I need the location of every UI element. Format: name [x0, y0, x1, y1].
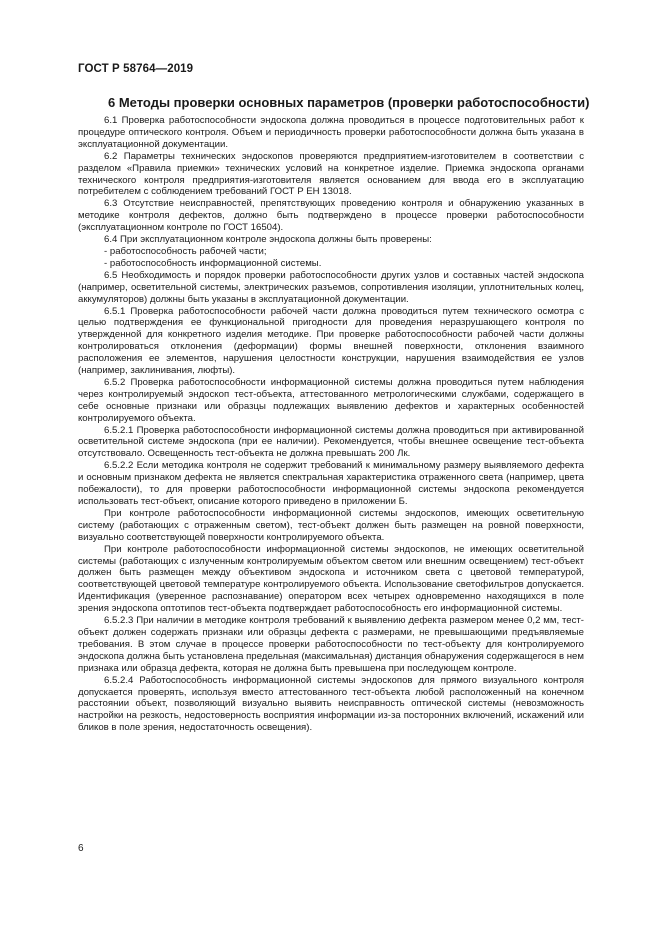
paragraph-6-5-2-3: 6.5.2.3 При наличии в методике контроля требований к выявлению дефекта размером менее 0,2 мм, тест-объект должен содержать признаки или образцы дефекта с размерами, не превышающими предъявляемые требования. В этом случае в процессе проверки работоспособности по тест-объекту для контролируемого эндоскопа должна быть установлена предельная (максимальная) дистанция обнаружения содержащегося в нем признака или образца дефекта, которая не должна быть превышена при последующем контроле. [78, 615, 584, 674]
paragraph-6-4: 6.4 При эксплуатационном контроле эндоскопа должны быть проверены: [104, 234, 432, 246]
paragraph-6-5-2-2: 6.5.2.2 Если методика контроля не содержит требований к минимальному размеру выявляемого дефекта и основным признаком дефекта не является спектральная характеристика отраженного света (например, цвета побежалости), то для проверки работоспособности информационной системы эндоскопа рекомендуется использовать тест-объект, описание которого приведено в приложении Б. [78, 460, 584, 507]
paragraph-reflected-light: При контроле работоспособности информационной системы эндоскопов, имеющих осветительную систему (работающих с отраженным светом), тест-объект должен быть размещен на ровной поверхности, визуально соответствующей поверхности контролируемого объекта. [78, 507, 584, 543]
document-standard-id: ГОСТ Р 58764—2019 [78, 63, 194, 75]
paragraph-6-3: 6.3 Отсутствие неисправностей, препятствующих проведению контроля и обнаружению указанных в методике контроля дефектов, должно быть подтверждено в процессе проверки работоспособности (эксплуатационном контроле по ГОСТ 16504). [78, 198, 584, 234]
list-item: - работоспособность информационной системы. [104, 257, 322, 269]
paragraph-6-5-2-4: 6.5.2.4 Работоспособность информационной системы эндоскопов для прямого визуального контроля допускается проверять, используя вместо аттестованного тест-объекта любой расположенный на конечном расстоянии объект, позволяющий визуально выявить неисправность оптической системы (невозможность настройки на резкость, недостоверность восприятия информации из-за посторонних включений, искажений или бликов в поле зрения, недостаточность освещения). [78, 674, 584, 734]
paragraph-6-1: 6.1 Проверка работоспособности эндоскопа должна проводиться в процессе подготовительных работ к процедуре оптического контроля. Объем и периодичность проверки работоспособности должна быть указана в эксплуатационной документации. [78, 115, 584, 150]
paragraph-6-5-2-1: 6.5.2.1 Проверка работоспособности информационной системы должна проводиться при активированной осветительной системе эндоскопа (при ее наличии). Рекомендуется, чтобы внешнее освещение тест-объекта отсутствовало. Освещенность тест-объекта не должна превышать 200 Лк. [78, 424, 584, 460]
list-item: - работоспособность рабочей части; [104, 245, 267, 257]
page-number: 6 [78, 843, 84, 854]
paragraph-6-5: 6.5 Необходимость и порядок проверки работоспособности других узлов и составных частей эндоскопа (например, осветительной системы, электрических разъемов, сопротивления изоляции, уплотнительных колец, аккумуляторов) должны быть указаны в эксплуатационной документации. [78, 269, 584, 305]
paragraph-6-2: 6.2 Параметры технических эндоскопов проверяются предприятием-изготовителем в соответствии с разделом «Правила приемки» технических условий на конкретное изделие. Приемка эндоскопа органами технического контроля предприятия-изготовителя является основанием для ввода его в эксплуатацию потребителем с соблюдением требований ГОСТ Р ЕН 13018. [78, 150, 584, 198]
paragraph-emitted-light: При контроле работоспособности информационной системы эндоскопов, не имеющих осветительной системы (работающих с излученным контролируемым объектом светом или внешним освещением) тест-объект должен быть размещен между объективом эндоскопа и источником света с цветовой температурой, соответствующей цветовой температуре контролируемого объекта. Использование светофильтров допускается. Идентификация (уверенное распознавание) оператором всех четырех одновременно находящихся в поле зрения эндоскопа оптотипов тест-объекта подтверждает работоспособность его информационной системы. [78, 543, 584, 615]
section-body [78, 115, 584, 734]
paragraph-6-5-1: 6.5.1 Проверка работоспособности рабочей части должна проводиться путем технического осмотра с целью подтверждения ее функциональной пригодности для проведения неразрушающего контроля по утвержденной для конкретного изделия методике. При проверке работоспособности рабочей части должны контролироваться отклонения (деформации) формы внешней поверхности, отклонения взаимного расположения ее элементов, нарушения целостности конструкции, нарушения взаимодействия ее узлов (например, заклинивания, люфты). [78, 305, 584, 377]
section-title: 6 Методы проверки основных параметров (проверки работоспособности) [108, 95, 590, 110]
paragraph-6-5-2: 6.5.2 Проверка работоспособности информационной системы должна проводиться путем наблюдения через контролируемый эндоскоп тест-объекта, аттестованного метрологическими службами, содержащего в себе основные признаки или образцы подлежащих выявлению дефектов и характерных особенностей контролируемого объекта. [78, 376, 584, 424]
